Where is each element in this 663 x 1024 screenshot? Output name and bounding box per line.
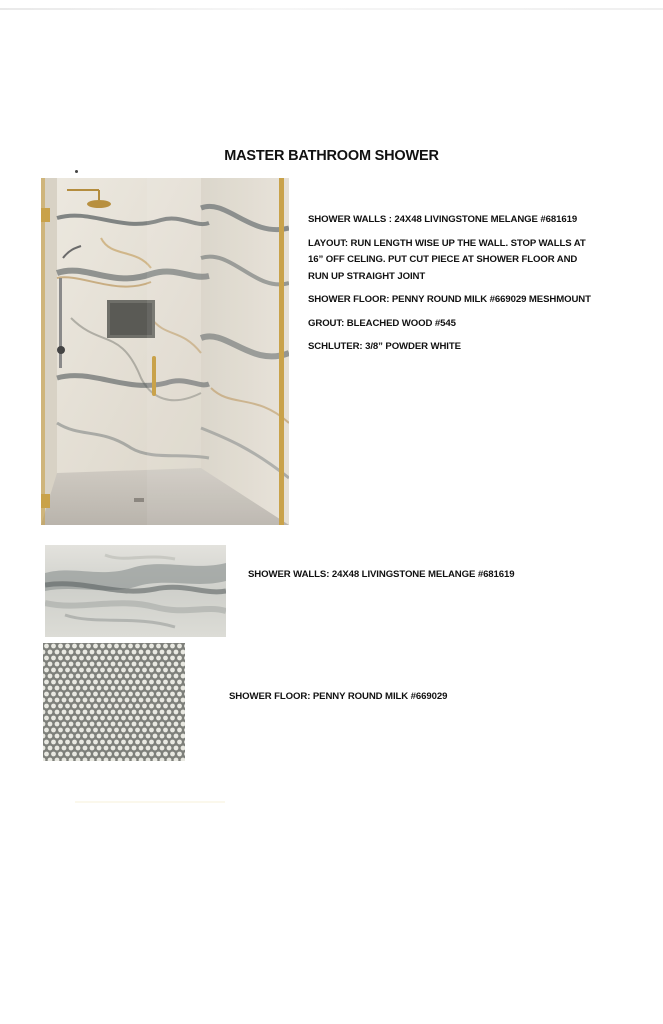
note-grout: GROUT: BLEACHED WOOD #545 — [308, 317, 456, 329]
note-schluter: SCHLUTER: 3/8” POWDER WHITE — [308, 341, 461, 352]
shower-photo — [41, 178, 289, 525]
page-title: MASTER BATHROOM SHOWER — [224, 148, 439, 164]
scan-artifact — [75, 801, 225, 803]
spec-notes — [308, 212, 598, 363]
scan-edge — [0, 8, 663, 10]
note-shower-walls: SHOWER WALLS : 24X48 LIVINGSTONE MELANGE #681619 — [308, 214, 578, 225]
scan-speck — [75, 170, 78, 173]
penny-round-tile-swatch — [43, 643, 185, 761]
floor-swatch-caption: SHOWER FLOOR: PENNY ROUND MILK #669029 — [229, 691, 448, 702]
marble-wall-swatch — [45, 545, 226, 637]
note-layout: LAYOUT: RUN LENGTH WISE UP THE WALL. STOP WALLS AT 16” OFF CELING. PUT CUT PIECE AT SHOWER FLOOR AND RUN UP STRAIGHT JOINT — [308, 237, 586, 282]
note-shower-floor: SHOWER FLOOR: PENNY ROUND MILK #669029 MESHMOUNT — [308, 294, 591, 305]
wall-swatch-caption: SHOWER WALLS: 24X48 LIVINGSTONE MELANGE #681619 — [248, 569, 515, 580]
